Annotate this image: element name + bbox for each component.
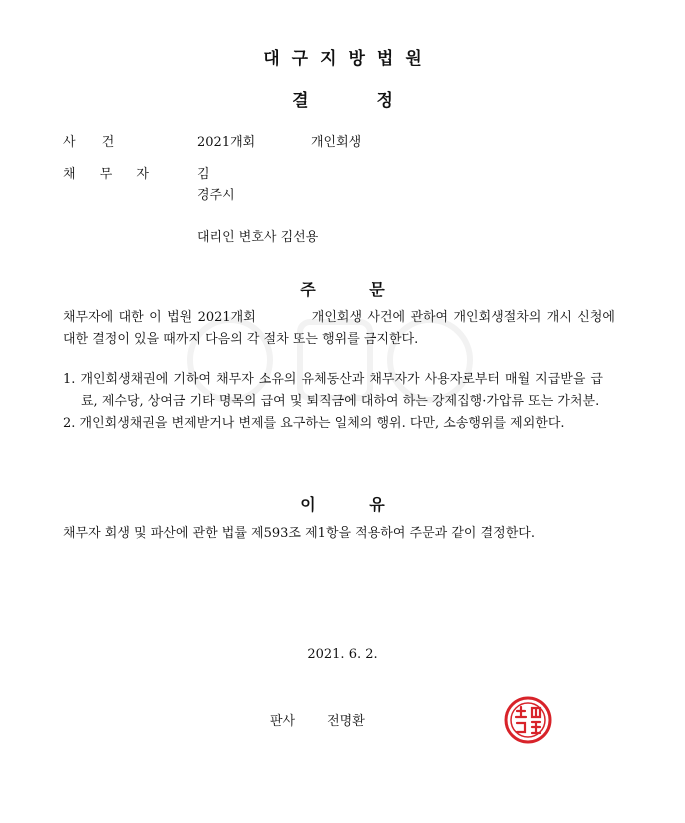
reason-text: 채무자 회생 및 파산에 관한 법률 제593조 제1항을 적용하여 주문과 같이 결정한다. xyxy=(63,526,535,541)
case-number: 2021개회 xyxy=(197,135,256,150)
court-name: 대구지방법원 xyxy=(263,49,434,69)
judge-title: 판사 xyxy=(270,714,296,729)
debtor-label: 채 무 자 xyxy=(63,167,149,182)
debtor-agent: 대리인 변호사 김선용 xyxy=(197,230,319,245)
order-heading: 주 문 xyxy=(300,280,385,299)
judge-name: 전명환 xyxy=(327,714,365,729)
list-item: 1. 개인회생채권에 기하여 채무자 소유의 유체동산과 채무자가 사용자로부터 매월 지급받을 급료, 제수당, 상여금 기타 명목의 급여 및 퇴직금에 대하여 하는 강제집행·가압류 또는 가처분. xyxy=(63,372,603,409)
case-name: 개인회생 xyxy=(311,135,362,150)
list-item: 2. 개인회생채권을 변제받거나 변제를 요구하는 일체의 행위. 다만, 소송행위를 제외한다. xyxy=(63,416,565,431)
order-intro xyxy=(63,307,615,351)
reason-heading: 이 유 xyxy=(300,495,385,514)
case-label: 사 건 xyxy=(63,135,115,150)
debtor-name: 김 xyxy=(197,167,210,182)
decision-date: 2021. 6. 2. xyxy=(307,647,378,662)
judge-signature-line xyxy=(270,710,365,729)
document-type: 결 정 xyxy=(292,91,393,111)
order-intro-part-a: 채무자에 대한 이 법원 2021개회 xyxy=(63,310,256,325)
judge-seal-icon xyxy=(503,695,553,745)
debtor-address: 경주시 xyxy=(197,188,235,203)
order-intro-part-b: 개인회생 사건에 관하여 개인회생절차의 개시 신청에 대한 결정이 있을 때까지 다음의 각 절차 또는 행위를 금지한다. xyxy=(63,310,615,347)
order-items xyxy=(63,369,603,435)
